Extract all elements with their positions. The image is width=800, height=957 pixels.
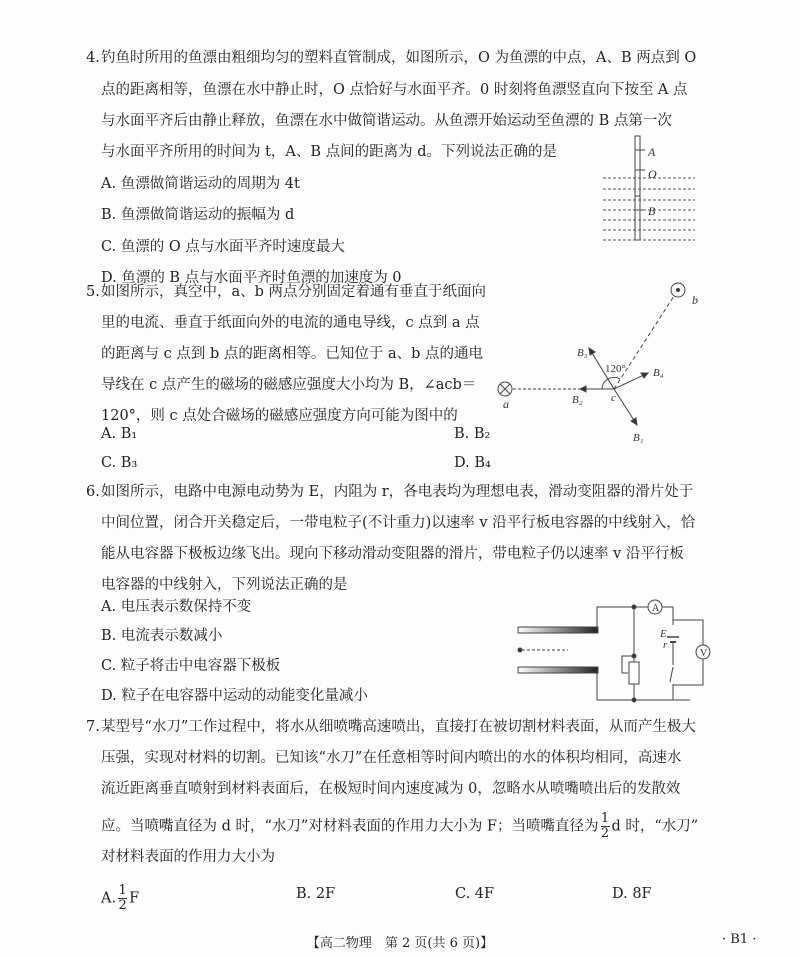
question-6-line: 如图所示，电路中电源电动势为 E，内阻为 r，各电表均为理想电表，滑动变阻器的滑片处于 — [101, 484, 694, 500]
label-B2: B₂ — [572, 394, 583, 406]
question-4-option-d[interactable]: D. 鱼漂的 B 点与水面平齐时鱼漂的加速度为 0 — [101, 270, 402, 286]
question-7-option-a[interactable] — [101, 884, 139, 913]
question-7-option-c[interactable]: C. 4F — [455, 886, 495, 902]
question-5-line: 导线在 c 点产生的磁场的磁感应强度大小均为 B，∠acb＝ — [101, 377, 477, 393]
voltmeter-label: V — [700, 648, 708, 659]
question-4-number: 4. — [86, 50, 100, 66]
label-b: b — [692, 293, 698, 307]
paper-code: · B1 · — [722, 932, 757, 947]
label-A: A — [648, 145, 656, 159]
question-5-option-b[interactable]: B. B₂ — [454, 426, 491, 442]
question-5-option-a[interactable]: A. B₁ — [101, 426, 138, 442]
option-a-label: A. — [101, 890, 117, 907]
ammeter-label: A — [652, 603, 660, 614]
question-5-line: 的距离与 c 点到 b 点的距离相等。已知位于 a、b 点的通电 — [101, 346, 483, 362]
question-5-line: 如图所示，真空中，a、b 两点分别固定着通有垂直于纸面向 — [101, 284, 487, 300]
question-4-line: 与水面平齐后由静止释放，鱼漂在水中做简谐运动。从鱼漂开始运动至鱼漂的 B 点第一次 — [101, 113, 672, 129]
fraction-denominator: 2 — [600, 826, 610, 841]
battery-r-label: r — [663, 639, 668, 651]
question-4-line: 点的距离相等，鱼漂在水中静止时，O 点恰好与水面平齐。0 时刻将鱼漂竖直向下按至 A 点 — [101, 82, 688, 98]
question-6-line: 中间位置，闭合开关稳定后，一带电粒子(不计重力)以速率 v 沿平行板电容器的中线射入，恰 — [101, 515, 696, 531]
question-5-option-c[interactable]: C. B₃ — [101, 455, 138, 471]
question-7-line: 流近距离垂直喷射到材料表面后，在极短时间内速度减为 0，忽略水从喷嘴喷出后的发散效 — [101, 781, 681, 797]
question-7-line — [101, 812, 698, 841]
question-6-option-b[interactable]: B. 电流表示数减小 — [101, 628, 223, 644]
question-5-option-d[interactable]: D. B₄ — [454, 455, 491, 471]
label-B3: B₃ — [577, 347, 588, 359]
question-6-number: 6. — [86, 484, 100, 500]
question-4-line: 与水面平齐所用的时间为 t，A、B 点间的距离为 d。下列说法正确的是 — [101, 144, 558, 160]
question-7-line: 压强，实现对材料的切割。已知该“水刀”在任意相等时间内喷出的水的体积均相同，高速水 — [101, 750, 682, 766]
option-a-value: F — [129, 890, 140, 907]
question-7-line: 某型号“水刀”工作过程中，将水从细喷嘴高速喷出，直接打在被切割材料表面，从而产生极大 — [101, 719, 696, 735]
label-B1: B₁ — [633, 432, 644, 444]
question-6-option-c[interactable]: C. 粒子将击中电容器下极板 — [101, 658, 281, 674]
label-B4: B₄ — [653, 367, 664, 379]
label-c: c — [611, 392, 616, 404]
question-7-number: 7. — [86, 719, 100, 735]
question-6-line: 能从电容器下极板边缘飞出。现向下移动滑动变阻器的滑片，带电粒子仍以速率 v 沿平行板 — [101, 546, 684, 562]
fraction-denominator: 2 — [118, 898, 127, 913]
question-5-number: 5. — [86, 284, 100, 300]
fraction — [601, 812, 610, 841]
battery-E-label: E — [660, 628, 667, 640]
fraction-numerator: 1 — [600, 811, 610, 826]
question-4-option-a[interactable]: A. 鱼漂做简谐运动的周期为 4t — [101, 176, 300, 192]
circuit-figure — [518, 600, 710, 702]
question-7-option-b[interactable]: B. 2F — [296, 886, 336, 902]
fraction-numerator: 1 — [118, 883, 127, 898]
question-7-line-part: d 时，“水刀” — [611, 818, 699, 835]
option-a-fraction — [118, 884, 127, 913]
label-B: B — [648, 204, 656, 218]
question-4-line: 钓鱼时所用的鱼漂由粗细均匀的塑料直管制成，如图所示，O 为鱼漂的中点，A、B 两点到 O — [101, 50, 697, 66]
question-4-option-b[interactable]: B. 鱼漂做简谐运动的振幅为 d — [101, 207, 295, 223]
magnetic-field-figure — [498, 283, 685, 425]
question-7-option-d[interactable]: D. 8F — [612, 886, 652, 902]
question-6-option-d[interactable]: D. 粒子在电容器中运动的动能变化量减小 — [101, 688, 368, 704]
question-7-line-part: 应。当喷嘴直径为 d 时，“水刀”对材料表面的作用力大小为 F；当喷嘴直径为 — [101, 818, 599, 835]
question-5-line: 里的电流、垂直于纸面向外的电流的通电导线，c 点到 a 点 — [101, 315, 480, 331]
question-5-line: 120°，则 c 点处合磁场的磁感应强度方向可能为图中的 — [101, 408, 458, 424]
page-footer: 【高二物理 第 2 页(共 6 页)】 — [306, 936, 494, 951]
question-7-line: 对材料表面的作用力大小为 — [101, 849, 275, 865]
question-6-option-a[interactable]: A. 电压表示数保持不变 — [101, 599, 252, 615]
label-a: a — [503, 397, 509, 411]
label-angle: 120° — [605, 363, 626, 375]
label-O: O — [648, 167, 657, 181]
question-4-option-c[interactable]: C. 鱼漂的 O 点与水面平齐时速度最大 — [101, 239, 345, 255]
question-6-line: 电容器的中线射入，下列说法正确的是 — [101, 577, 348, 593]
